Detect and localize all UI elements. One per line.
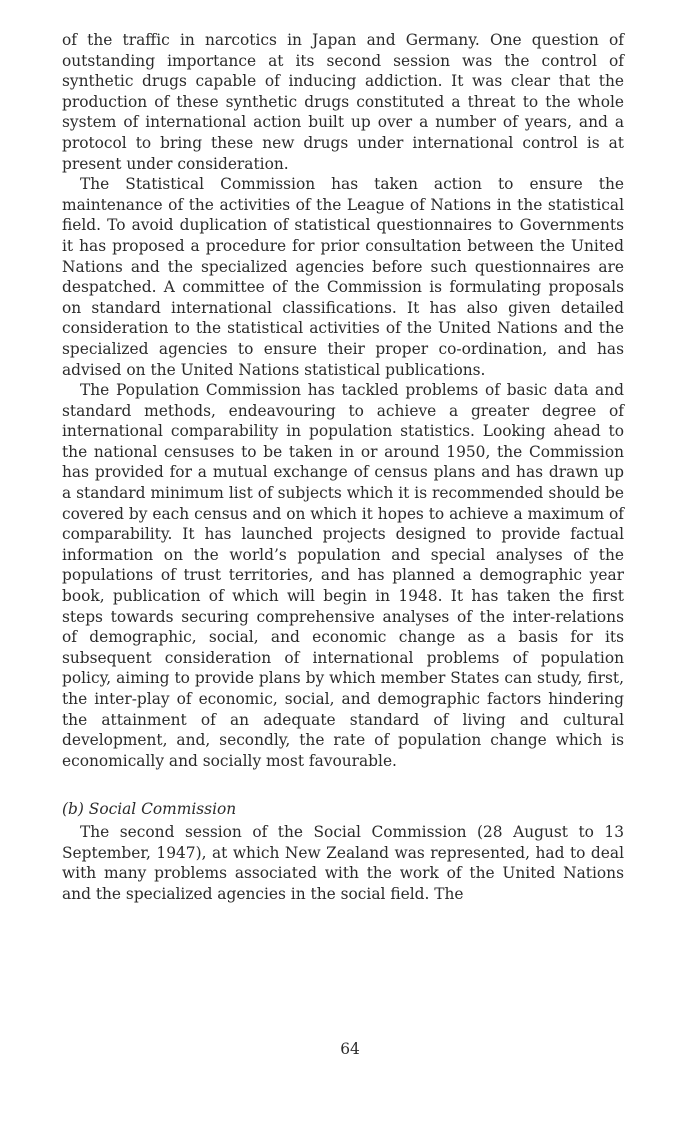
section-heading-title: Social Commission	[88, 800, 237, 819]
paragraph-statistical-commission: The Statistical Commission has taken action to ensure the maintenance of the activities of the League of Nations in the statistical field. To avoid duplication of statistical questionnaires to Governments it has proposed a procedure for prior consultation between the United Nations and the specialized agencies before such questionnaires are despatched. A committee of the Commission is formulating proposals on standard international classifications. It has also given detailed consideration to the statistical activities of the United Nations and the specialized agencies to ensure their proper co-ordination, and has advised on the United Nations statistical publications.	[62, 175, 624, 379]
page-number: 64	[340, 1040, 360, 1058]
document-page	[62, 30, 624, 904]
section-heading	[62, 799, 624, 820]
paragraph-population-commission: The Population Commission has tackled problems of basic data and standard methods, endeavouring to achieve a greater degree of international comparability in population statistics. Looking ahead to the national censuses to be taken in or around 1950, the Commission has provided for a mutual exchange of census plans and has drawn up a standard minimum list of subjects which it is recommended should be covered by each census and on which it hopes to achieve a maximum of comparability. It has launched projects designed to provide factual information on the world’s population and special analyses of the populations of trust territories, and has planned a demographic year book, publication of which will begin in 1948. It has taken the first steps towards securing comprehensive analyses of the inter-relations of demographic, social, and economic change as a basis for its subsequent consideration of international problems of population policy, aiming to provide plans by which member States can study, first, the inter-play of economic, social, and demographic factors hindering the attainment of an adequate standard of living and cultural development, and, secondly, the rate of population change which is economically and socially most favourable.	[62, 381, 624, 770]
paragraph-narcotics-continued: of the traffic in narcotics in Japan and Germany. One question of outstanding importance at its second session was the control of synthetic drugs capable of inducing addiction. It was clear that the production of these synthetic drugs constituted a threat to the whole system of international action built up over a number of years, and a protocol to bring these new drugs under international control is at present under consideration.	[62, 31, 624, 173]
paragraph-social-commission: The second session of the Social Commission (28 August to 13 September, 1947), at which New Zealand was represented, had to deal with many problems associated with the work of the United Nations and the specialized agencies in the social field. The	[62, 822, 624, 903]
section-heading-label: (b)	[62, 800, 84, 819]
